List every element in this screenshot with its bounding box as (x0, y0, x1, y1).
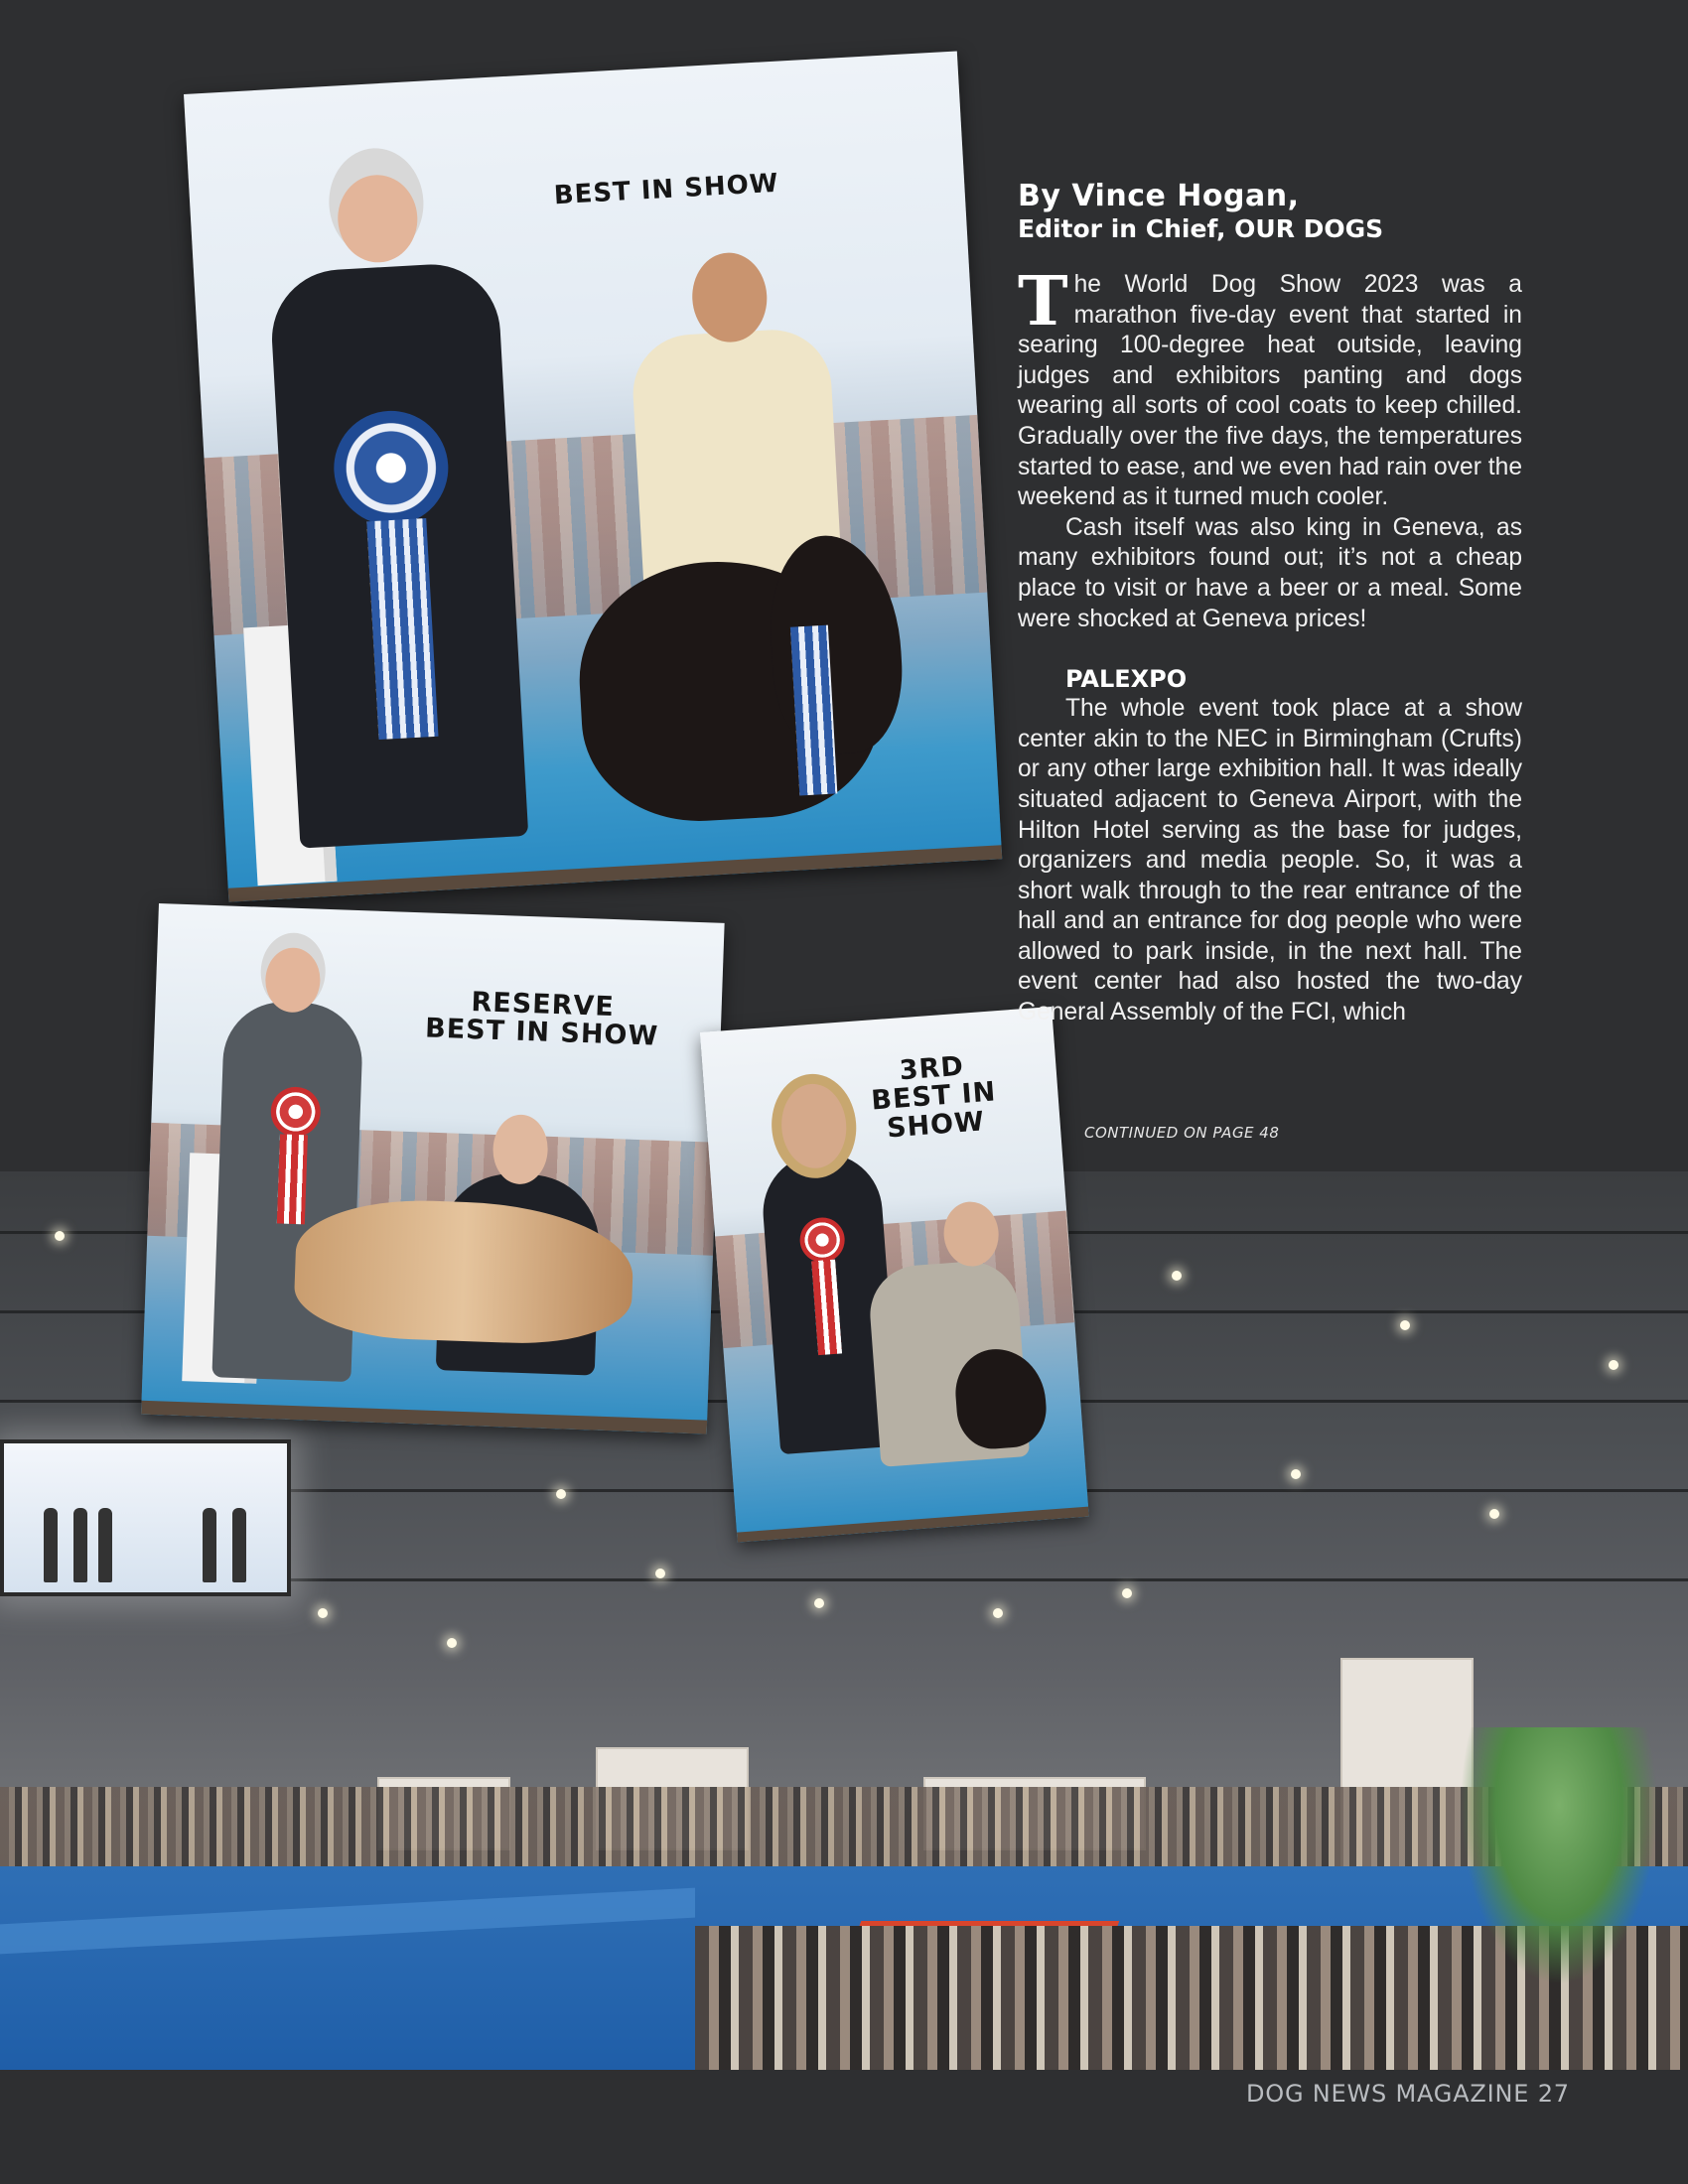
reserve-caption-line: BEST IN SHOW (424, 1013, 659, 1052)
third-caption-line: BEST IN (870, 1076, 998, 1117)
ceiling-light (1291, 1469, 1301, 1479)
drop-cap: T (1018, 262, 1068, 341)
ceiling-light (318, 1608, 328, 1618)
article-paragraph: The whole event took place at a show center akin to the NEC in Birmingham (Crufts) or any other large exhibition hall. It was ideally situated adjacent to Geneva Airport, with the Hilton Hotel serving as the base for judges, organizers and media people. So, it was a short walk through to the rear entrance of the hall and an entrance for dog people who were allowed to park inside, in the next hall. The event center had also hosted the two-day General Assembly of the FCI, which (1018, 695, 1522, 1026)
article-paragraph (1018, 262, 1522, 513)
third-caption-line: 3RD (898, 1050, 965, 1087)
third-caption-line: SHOW (886, 1105, 986, 1145)
rosette-ribbon (366, 518, 438, 740)
reserve-caption (372, 986, 712, 1054)
poodle-dog (952, 1346, 1049, 1451)
section-subhead: PALEXPO (1065, 665, 1188, 694)
best-in-show-photo (184, 51, 1002, 901)
screen-figure (232, 1508, 246, 1582)
ceiling-light (655, 1569, 665, 1578)
byline (1018, 179, 1534, 244)
ceiling-light (1400, 1320, 1410, 1330)
third-caption (832, 1048, 1037, 1147)
ceiling-light (1122, 1588, 1132, 1598)
rosette-ribbon (277, 1134, 308, 1224)
ceiling-light (447, 1638, 457, 1648)
author-name: By Vince Hogan, (1018, 179, 1300, 213)
author-role: Editor in Chief, OUR DOGS (1018, 214, 1384, 243)
continued-link[interactable]: CONTINUED ON PAGE 48 (1084, 1124, 1280, 1142)
best-in-show-caption: BEST IN SHOW (553, 168, 780, 211)
ceiling-light (1609, 1360, 1618, 1370)
ceiling-light (993, 1608, 1003, 1618)
ceiling-light (814, 1598, 824, 1608)
palm-plant (1460, 1727, 1658, 1985)
ceiling-light (556, 1489, 566, 1499)
paragraph-text: he World Dog Show 2023 was a marathon five-day event that started in searing 100-degree heat outside, leaving judges and exhibitors panting and dogs wearing all sorts of cool coats to keep chilled. Gradually over the five days, the temperatures started to ease, and we even had rain over the weekend as it turned much cooler. (1018, 271, 1522, 511)
article-body (1018, 262, 1522, 1028)
screen-figure (98, 1508, 112, 1582)
stage-edge (228, 845, 1003, 902)
video-screen (0, 1439, 291, 1596)
ceiling-light (1489, 1509, 1499, 1519)
reserve-best-in-show-photo (141, 903, 725, 1434)
reserve-caption-line: RESERVE (471, 987, 616, 1024)
screen-figure (44, 1508, 58, 1582)
third-best-in-show-photo (700, 1007, 1089, 1543)
ceiling-light (55, 1231, 65, 1241)
screen-figure (203, 1508, 216, 1582)
ceiling-light (1172, 1271, 1182, 1281)
screen-figure (73, 1508, 87, 1582)
page-folio: DOG NEWS MAGAZINE 27 (1246, 2080, 1570, 2108)
article-paragraph: Cash itself was also king in Geneva, as many exhibitors found out; it’s not a cheap place to visit or have a beer or a meal. Some were shocked at Geneva prices! (1018, 513, 1522, 632)
